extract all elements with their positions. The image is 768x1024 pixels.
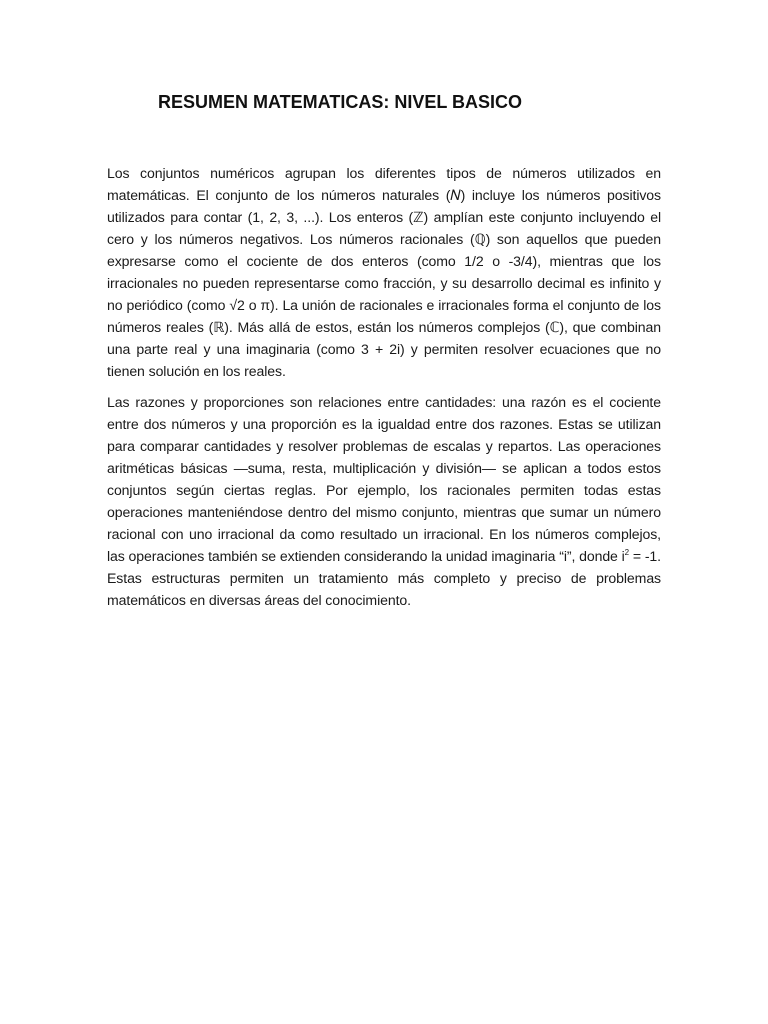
- paragraph-text-part-1: Las razones y proporciones son relaciones entre cantidades: una razón es el cociente entre dos números y una proporción es la igualdad entre dos razones. Estas se utilizan para comparar cantidades y resolver problemas de escalas y repartos. Las operaciones aritméticas básicas —suma, resta, multiplicación y división— se aplican a todos estos conjuntos según ciertas reglas. Por ejemplo, los racionales permiten todas estas operaciones manteniéndose dentro del mismo conjunto, mientras que sumar un número racional con uno irracional da como resultado un irracional. En los números complejos, las operaciones también se extienden considerando la unidad imaginaria “i”, donde i: [107, 394, 661, 564]
- paragraph-ratios-operations: [107, 391, 661, 611]
- exponent-superscript: 2: [624, 548, 630, 557]
- paragraph-text-part-2: = -1. Estas estructuras permiten un tratamiento más completo y preciso de problemas matemáticos en diversas áreas del conocimiento.: [107, 548, 661, 608]
- paragraph-number-sets: Los conjuntos numéricos agrupan los diferentes tipos de números utilizados en matemáticas. El conjunto de los números naturales (𝑁) incluye los números positivos utilizados para contar (1, 2, 3, ...). Los enteros (ℤ) amplían este conjunto incluyendo el cero y los números negativos. Los números racionales (ℚ) son aquellos que pueden expresarse como el cociente de dos enteros (como 1/2 o -3/4), mientras que los irracionales no pueden representarse como fracción, y su desarrollo decimal es infinito y no periódico (como √2 o π). La unión de racionales e irracionales forma el conjunto de los números reales (ℝ). Más allá de estos, están los números complejos (ℂ), que combinan una parte real y una imaginaria (como 3 + 2i) y permiten resolver ecuaciones que no tienen solución en los reales.: [107, 165, 661, 379]
- document-title: RESUMEN MATEMATICAS: NIVEL BASICO: [158, 92, 523, 112]
- document-body: [107, 162, 661, 620]
